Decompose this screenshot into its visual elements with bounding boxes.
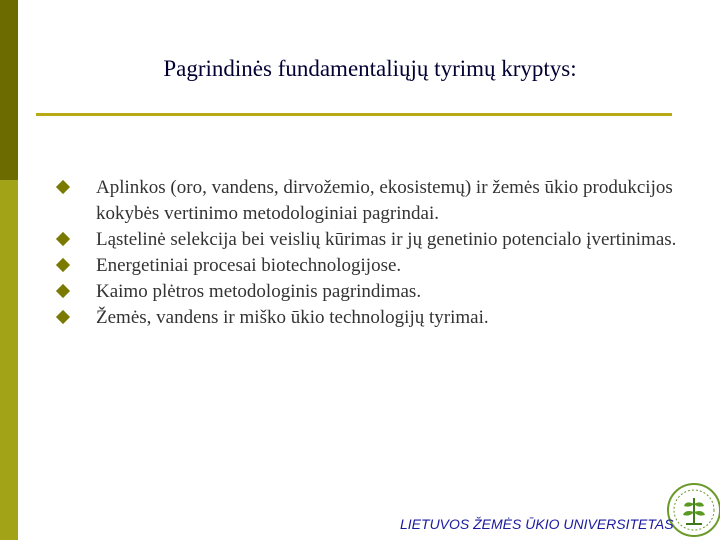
bullet-text: Kaimo plėtros metodologinis pagrindimas. [96, 281, 422, 302]
sidebar-band-light [0, 180, 18, 540]
diamond-icon [56, 232, 70, 246]
bullet-item [56, 227, 696, 253]
sidebar-band-dark [0, 0, 18, 180]
bullet-item [56, 253, 696, 279]
bullet-item [56, 175, 696, 227]
bullet-text: Žemės, vandens ir miško ūkio technologijų tyrimai. [96, 307, 489, 328]
footer-university-name: LIETUVOS ŽEMĖS ŪKIO UNIVERSITETAS [400, 516, 674, 532]
bullet-item [56, 305, 696, 331]
diamond-icon [56, 284, 70, 298]
diamond-icon [56, 258, 70, 272]
bullet-list [56, 175, 696, 331]
title-divider [36, 113, 672, 116]
bullet-text: Energetiniai procesai biotechnologijose. [96, 255, 402, 276]
bullet-item [56, 279, 696, 305]
bullet-text: Ląstelinė selekcija bei veislių kūrimas ir jų genetinio potencialo įvertinimas. [96, 229, 677, 250]
slide-title: Pagrindinės fundamentaliųjų tyrimų kryptys: [163, 56, 577, 81]
university-logo-icon [666, 482, 720, 538]
diamond-icon [56, 180, 70, 194]
bullet-text: Aplinkos (oro, vandens, dirvožemio, ekosistemų) ir žemės ūkio produkcijos kokybės vertinimo metodologiniai pagrindai. [96, 177, 673, 224]
diamond-icon [56, 310, 70, 324]
